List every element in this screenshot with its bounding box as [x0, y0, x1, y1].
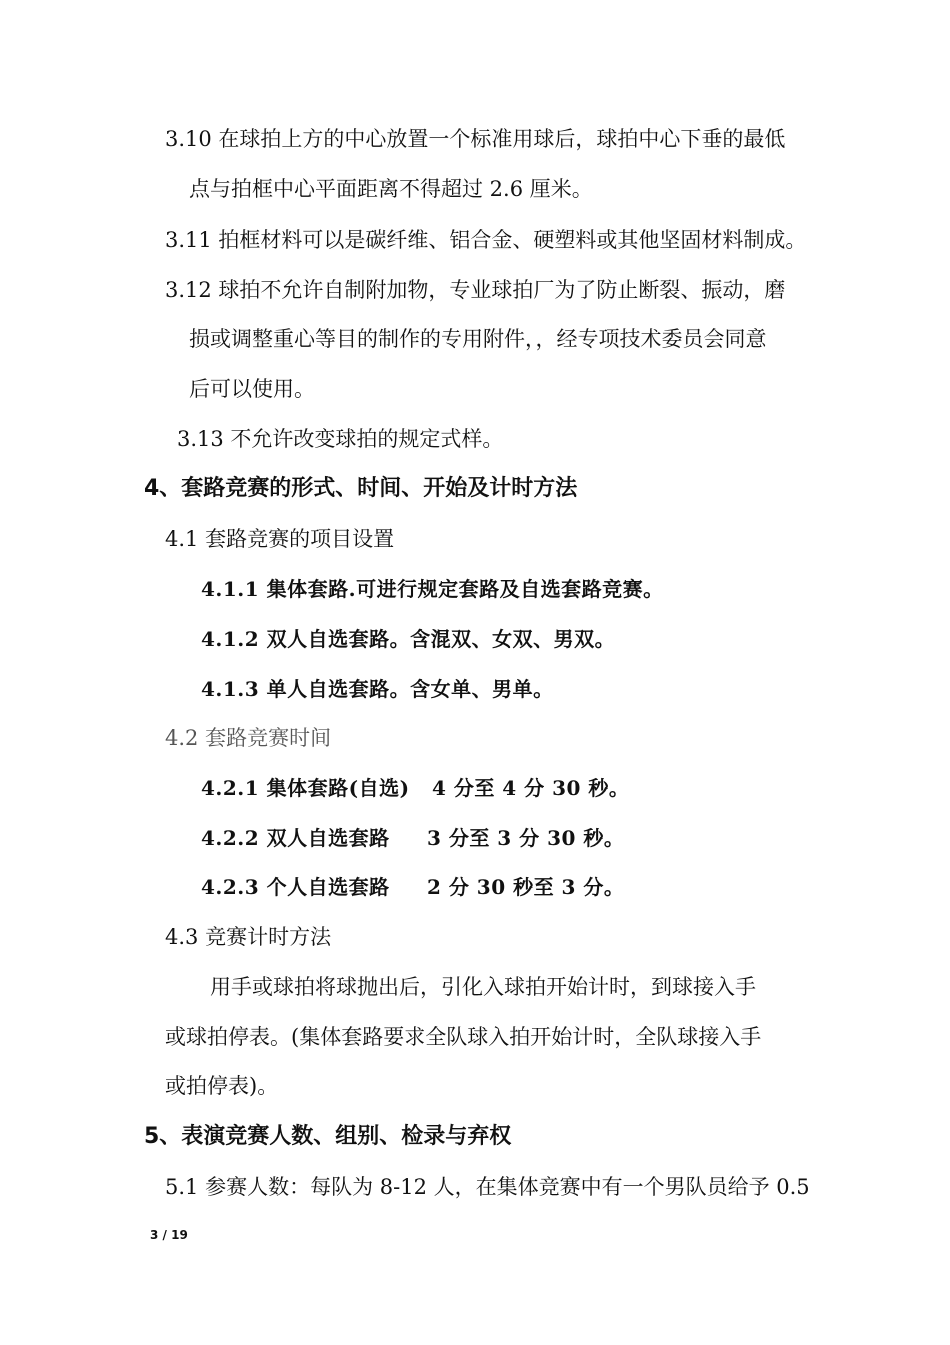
timing-paragraph-line-2: 或球拍停表。(集体套路要求全队球入拍开始计时，全队球接入手	[165, 1025, 762, 1049]
page-number: 3 / 19	[150, 1228, 188, 1242]
rule-3-13: 3.13 不允许改变球拍的规定式样。	[177, 427, 504, 451]
item-4-1-1: 4.1.1 集体套路.可进行规定套路及自选套路竞赛。	[201, 577, 664, 601]
rule-3-11: 3.11 拍框材料可以是碳纤维、铝合金、硬塑料或其他坚固材料制成。	[165, 228, 807, 252]
subsection-4-1: 4.1 套路竞赛的项目设置	[165, 527, 395, 551]
item-4-1-2: 4.1.2 双人自选套路。含混双、女双、男双。	[201, 627, 616, 651]
item-4-1-3: 4.1.3 单人自选套路。含女单、男单。	[201, 677, 554, 701]
rule-5-1: 5.1 参赛人数：每队为 8-12 人，在集体竞赛中有一个男队员给予 0.5	[165, 1175, 810, 1199]
rule-3-12-line-2: 损或调整重心等目的制作的专用附件，，经专项技术委员会同意	[189, 327, 767, 351]
item-4-2-1: 4.2.1 集体套路(自选) 4 分至 4 分 30 秒。	[201, 776, 630, 800]
item-4-2-2: 4.2.2 双人自选套路 3 分至 3 分 30 秒。	[201, 826, 625, 850]
rule-3-12-line-1: 3.12 球拍不允许自制附加物，专业球拍厂为了防止断裂、振动，磨	[165, 278, 786, 302]
item-4-2-3: 4.2.3 个人自选套路 2 分 30 秒至 3 分。	[201, 875, 625, 899]
rule-3-10-line-1: 3.10 在球拍上方的中心放置一个标准用球后，球拍中心下垂的最低	[165, 127, 786, 151]
section-5-heading: 5、表演竞赛人数、组别、检录与弃权	[144, 1124, 512, 1149]
timing-paragraph-line-1: 用手或球拍将球抛出后，引化入球拍开始计时，到球接入手	[210, 975, 756, 999]
section-4-heading: 4、套路竞赛的形式、时间、开始及计时方法	[144, 476, 578, 501]
subsection-4-2: 4.2 套路竞赛时间	[165, 726, 332, 750]
rule-3-12-line-3: 后可以使用。	[189, 377, 315, 401]
rule-3-10-line-2: 点与拍框中心平面距离不得超过 2.6 厘米。	[189, 177, 593, 201]
subsection-4-3: 4.3 竞赛计时方法	[165, 925, 332, 949]
timing-paragraph-line-3: 或拍停表)。	[165, 1074, 279, 1098]
